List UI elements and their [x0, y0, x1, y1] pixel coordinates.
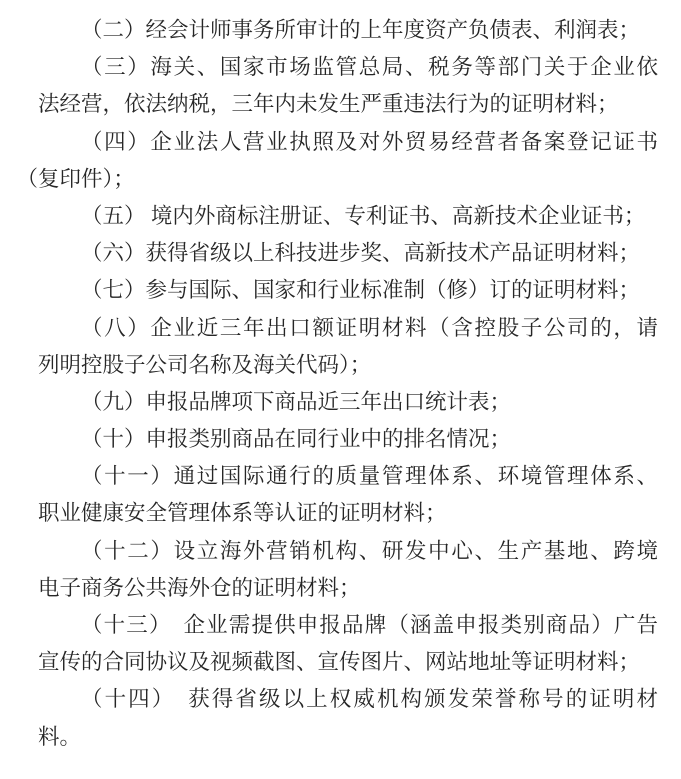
list-item-10: [38, 421, 658, 458]
list-item-3: [38, 49, 658, 123]
text-line: （七）参与国际、国家和行业标准制（修）订的证明材料；: [81, 278, 641, 303]
list-item-11: [38, 458, 658, 532]
text-line: （四）企业法人营业执照及对外贸易经营者备案登记证书: [81, 129, 658, 154]
list-item-7: [38, 272, 658, 309]
list-item-12: [38, 533, 658, 607]
text-line: （十二）设立海外营销机构、研发中心、生产基地、跨境: [81, 538, 658, 563]
text-line: （三）海关、国家市场监管总局、税务等部门关于企业依: [81, 55, 658, 80]
text-line: （十三） 企业需提供申报品牌（涵盖申报类别商品）广告: [81, 613, 658, 637]
text-line: 职业健康安全管理体系等认证的证明材料；: [38, 501, 447, 526]
text-line: 电子商务公共海外仓的证明材料；: [38, 575, 361, 600]
text-line: 法经营，依法纳税，三年内未发生严重违法行为的证明材料；: [38, 92, 619, 117]
text-line: （六）获得省级以上科技进步奖、高新技术产品证明材料；: [81, 241, 641, 266]
list-item-9: [38, 384, 658, 421]
list-item-13: [38, 607, 658, 681]
list-item-14: [38, 681, 658, 755]
list-item-4: [16, 124, 658, 198]
list-item-5: [38, 198, 658, 235]
text-line: （十一）通过国际通行的质量管理体系、环境管理体系、: [81, 464, 658, 489]
text-line: 宣传的合同协议及视频截图、宣传图片、网站地址等证明材料；: [38, 650, 641, 675]
list-item-2: [38, 12, 658, 49]
text-line: 料。: [38, 724, 82, 749]
text-line: （九）申报品牌项下商品近三年出口统计表；: [81, 389, 512, 414]
text-line: （二）经会计师事务所审计的上年度资产负债表、利润表；: [81, 18, 641, 42]
text-line: （十四） 获得省级以上权威机构颁发荣誉称号的证明材: [81, 687, 658, 712]
list-item-8: [38, 310, 658, 384]
text-line: 列明控股子公司名称及海关代码）；: [38, 352, 372, 377]
text-line: （八）企业近三年出口额证明材料（含控股子公司的，请: [81, 315, 658, 340]
text-line: （五） 境内外商标注册证、专利证书、高新技术企业证书；: [81, 203, 646, 228]
text-line: （复印件）；: [16, 166, 135, 191]
list-item-6: [38, 235, 658, 272]
text-line: （十）申报类别商品在同行业中的排名情况；: [81, 427, 512, 452]
